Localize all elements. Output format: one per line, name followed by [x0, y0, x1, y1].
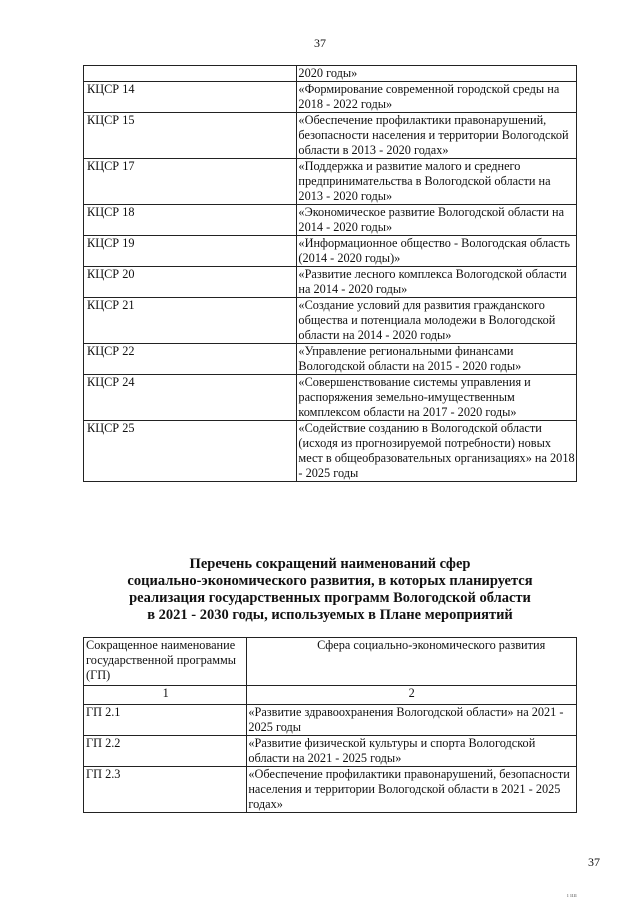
kcsr-row — [84, 205, 577, 236]
kcsr-text-cell: «Управление региональными финансами Вологодской области на 2015 - 2020 годы» — [297, 344, 577, 375]
kcsr-text-cell: «Развитие лесного комплекса Вологодской области на 2014 - 2020 годы» — [297, 267, 577, 298]
kcsr-text-cell: 2020 годы» — [297, 66, 577, 82]
gp-table-number-row — [84, 686, 577, 705]
heading-line-4: в 2021 - 2030 годы, используемых в Плане мероприятий — [147, 607, 513, 623]
gp-number-col1: 1 — [84, 686, 247, 705]
kcsr-row — [84, 375, 577, 421]
gp-text-cell: «Развитие физической культуры и спорта Вологодской области на 2021 - 2025 годы» — [247, 736, 577, 767]
kcsr-text-cell: «Формирование современной городской среды на 2018 - 2022 годы» — [297, 82, 577, 113]
kcsr-code-cell: КЦСР 25 — [84, 421, 297, 482]
gp-row — [84, 705, 577, 736]
kcsr-row — [84, 159, 577, 205]
page-number-top: 37 — [314, 36, 326, 50]
gp-text-cell: «Обеспечение профилактики правонарушений, безопасности населения и территории Вологодской области в 2021 - 2025 годах» — [247, 767, 577, 813]
kcsr-text-cell: «Создание условий для развития гражданского общества и потенциала молодежи в Вологодской области на 2014 - 2020 годы» — [297, 298, 577, 344]
kcsr-row — [84, 66, 577, 82]
kcsr-text-cell: «Совершенствование системы управления и распоряжения земельно-имущественным комплексом области на 2017 - 2020 годы» — [297, 375, 577, 421]
kcsr-row — [84, 236, 577, 267]
gp-code-cell: ГП 2.3 — [84, 767, 247, 813]
kcsr-code-cell: КЦСР 21 — [84, 298, 297, 344]
kcsr-code-cell: КЦСР 15 — [84, 113, 297, 159]
kcsr-code-cell — [84, 66, 297, 82]
gp-code-cell: ГП 2.2 — [84, 736, 247, 767]
section-heading — [100, 556, 560, 624]
kcsr-row — [84, 113, 577, 159]
kcsr-row — [84, 344, 577, 375]
scan-stamp: ı ıııı — [567, 893, 577, 899]
kcsr-code-cell: КЦСР 22 — [84, 344, 297, 375]
kcsr-code-cell: КЦСР 19 — [84, 236, 297, 267]
kcsr-table-body — [84, 66, 577, 482]
gp-table-body — [84, 638, 577, 813]
gp-row — [84, 736, 577, 767]
kcsr-code-cell: КЦСР 17 — [84, 159, 297, 205]
gp-header-col2: Сфера социально-экономического развития — [247, 638, 577, 686]
page-number-bottom: 37 — [588, 855, 600, 869]
kcsr-table — [83, 65, 577, 482]
kcsr-row — [84, 82, 577, 113]
gp-text-cell: «Развитие здравоохранения Вологодской области» на 2021 - 2025 годы — [247, 705, 577, 736]
kcsr-code-cell: КЦСР 20 — [84, 267, 297, 298]
kcsr-row — [84, 267, 577, 298]
heading-line-3: реализация государственных программ Вологодской области — [129, 590, 531, 606]
gp-row — [84, 767, 577, 813]
gp-table-header-row — [84, 638, 577, 686]
gp-table — [83, 637, 577, 813]
gp-code-cell: ГП 2.1 — [84, 705, 247, 736]
gp-header-col1: Сокращенное наименование государственной программы (ГП) — [84, 638, 247, 686]
kcsr-text-cell: «Поддержка и развитие малого и среднего предпринимательства в Вологодской области на 2013 - 2020 годы» — [297, 159, 577, 205]
kcsr-code-cell: КЦСР 24 — [84, 375, 297, 421]
kcsr-text-cell: «Информационное общество - Вологодская область (2014 - 2020 годы)» — [297, 236, 577, 267]
kcsr-text-cell: «Экономическое развитие Вологодской области на 2014 - 2020 годы» — [297, 205, 577, 236]
heading-line-1: Перечень сокращений наименований сфер — [189, 556, 471, 572]
heading-line-2: социально-экономического развития, в которых планируется — [127, 573, 533, 589]
kcsr-text-cell: «Обеспечение профилактики правонарушений, безопасности населения и территории Вологодской области в 2013 - 2020 годах» — [297, 113, 577, 159]
kcsr-code-cell: КЦСР 14 — [84, 82, 297, 113]
kcsr-code-cell: КЦСР 18 — [84, 205, 297, 236]
gp-number-col2: 2 — [247, 686, 577, 705]
kcsr-row — [84, 298, 577, 344]
kcsr-text-cell: «Содействие созданию в Вологодской области (исходя из прогнозируемой потребности) новых мест в общеобразовательных организациях» на 2018 - 2025 годы — [298, 421, 575, 480]
kcsr-row — [84, 421, 577, 482]
